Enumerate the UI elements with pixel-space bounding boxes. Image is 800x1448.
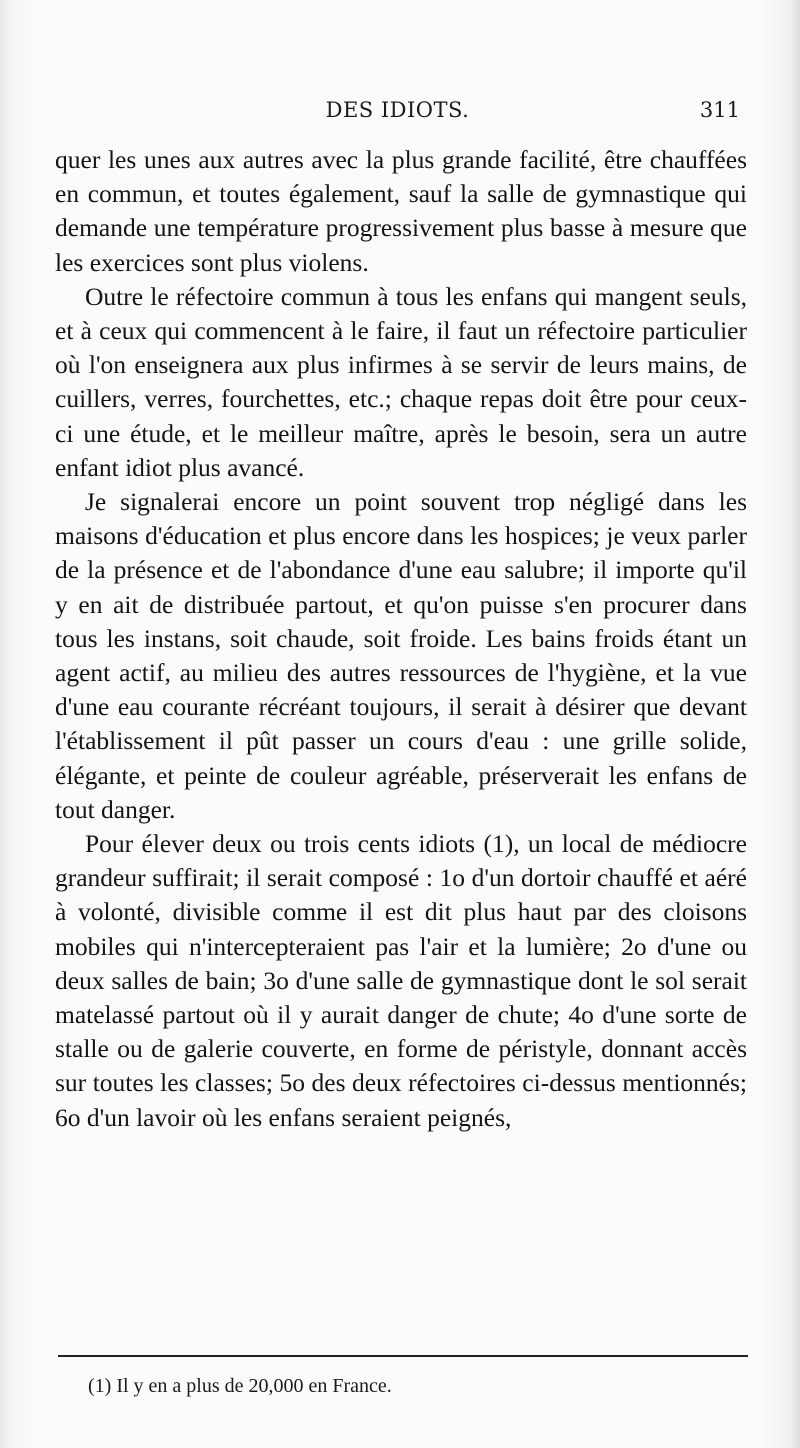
running-title: DES IDIOTS. (325, 98, 470, 122)
body-text (55, 143, 747, 1135)
paragraph: Je signalerai encore un point souvent trop négligé dans les maisons d'éducation et plus encore dans les hospices; je veux parler de la présence et de l'abondance d'une eau salubre; il importe qu'il y en ait de distribuée partout, et qu'on puisse s'en procurer dans tous les instans, soit chaude, soit froide. Les bains froids étant un agent actif, au milieu des autres ressources de l'hygiène, et la vue d'une eau courante récréant toujours, il serait à désirer que devant l'établissement il pût passer un cours d'eau : une grille solide, élégante, et peinte de couleur agréable, préserverait les enfans de tout danger. (55, 487, 747, 824)
page-header (55, 98, 740, 132)
paragraph: Pour élever deux ou trois cents idiots (1), un local de médiocre grandeur suffirait; il serait composé : 1o d'un dortoir chauffé et aéré à volonté, divisible comme il est dit plus haut par des cloisons mobiles qui n'intercepteraient pas l'air et la lumière; 2o d'une ou deux salles de bain; 3o d'une salle de gymnastique dont le sol serait matelassé partout où il y aurait danger de chute; 4o d'une sorte de stalle ou de galerie couverte, en forme de péristyle, donnant accès sur toutes les classes; 5o des deux réfectoires ci-dessus mentionnés; 6o d'un lavoir où les enfans seraient peignés, (55, 829, 747, 1132)
page-number: 311 (699, 98, 740, 122)
paragraph: Outre le réfectoire commun à tous les enfans qui mangent seuls, et à ceux qui commencent à le faire, il faut un réfectoire particulier où l'on enseignera aux plus infirmes à se servir de leurs mains, de cuillers, verres, fourchettes, etc.; chaque repas doit être pour ceux-ci une étude, et le meilleur maître, après le besoin, sera un autre enfant idiot plus avancé. (55, 281, 747, 482)
footnote: (1) Il y en a plus de 20,000 en France. (88, 1375, 392, 1397)
footnote-rule (58, 1355, 748, 1357)
paragraph-continuation: quer les unes aux autres avec la plus grande facilité, être chauffées en commun, et toutes également, sauf la salle de gymnastique qui demande une température progressivement plus basse à mesure que les exercices sont plus violens. (55, 145, 747, 277)
